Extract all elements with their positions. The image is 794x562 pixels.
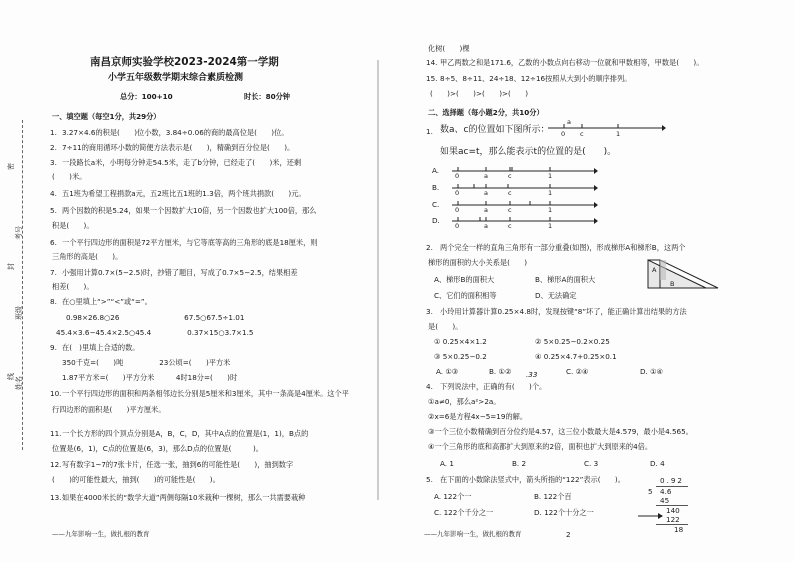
label-zero: 0 [455,222,460,230]
question-text: 甲乙两数之和是171.6，乙数的小数点向右移动一位就和甲数相等，甲数是( )。 [440,58,704,67]
choice-option: D. 4 [650,459,665,468]
question-text: 两个完全一样的直角三角形有一部分重叠(如图)，形成梯形A和梯形B，这两个 [440,243,686,252]
choice-option: B、梯形A的面积大 [535,275,596,284]
question-number: 6. [50,238,57,247]
trapezoid-b-label: B [670,280,675,288]
compare-row: 45.4×3.6−45.4×2.5○45.4 0.37×15○3.7×1.5 [56,328,254,337]
label-a: a [484,189,488,197]
name-label: 姓名 [15,376,23,390]
exam-duration: 时长：80分钟 [244,92,290,101]
label-c: c [508,206,512,214]
question-text: 数a、c的位置如下图所示： [440,125,550,135]
question-number: 4. [426,382,433,391]
choice-option: A. ①③ [436,367,459,376]
option-label: B. [432,183,440,192]
exam-subtitle: 小学五年级数学期末综合素质检测 [108,73,244,83]
option-label: D. [432,216,440,225]
question-text: 如果ac=t，那么能表示t的位置的是( )。 [440,147,617,157]
question-number: 5. [426,475,433,484]
conversion-row: 350千克=( )吨 23公顷=( )平方米 [62,358,231,367]
statement: ④一个三角形的底和高都扩大到原来的2倍，面积也扩大到原来的4倍。 [428,442,653,451]
binding-strip [0,0,44,562]
question-text: 梯形的面积的大小关系是( ) [428,258,528,267]
question-number: 2. [426,243,433,252]
question-text: 8÷5、8÷11、24÷18、12÷16按照从大到小的顺序排列。 [440,74,632,83]
question-text: 两个因数的积是5.24，如果一个因数扩大10倍，另一个因数也扩大100倍，那么 [62,206,317,215]
label-zero: 0 [455,172,460,180]
label-one: 1 [548,222,553,230]
question-text: 三角形的高是( )。 [52,252,123,261]
choice-option: B. ①② [489,367,512,376]
question-text: 积是( )。 [52,221,94,230]
question-text: ( )的可能性最大，抽到( )的可能性是( )。 [52,475,220,484]
seal-mark: 密 [7,163,15,170]
section-heading: 二、选择题（每小题2分，共10分） [428,108,544,117]
label-a: a [567,118,571,126]
label-one: 1 [548,206,553,214]
label-c: c [580,130,584,138]
question-number: 3. [426,307,433,316]
division-step: 122 [666,515,680,524]
choice-option: C. ②④ [566,367,589,376]
question-text: 下列说法中，正确的有( )个。 [440,382,547,391]
choice-option: C. 122个千分之一 [434,508,494,517]
question-text: 一段路长a米，小明每分钟走54.5米，走了b分钟，已经走了( )米，还剩 [62,158,302,167]
division-quotient: 0.92 [660,476,685,485]
page-number: 2 [566,530,571,539]
overlap-triangles-figure [646,256,722,292]
expression-option: ④ 0.25×4.7+0.25×0.1 [535,352,617,361]
choice-option: B. 122个百 [534,492,572,501]
choice-option: D. ①④ [640,367,663,376]
question-text: 在下面的小数除法竖式中，箭头所指的“122”表示( )。 [440,475,625,484]
total-score: 总分：100+10 [120,92,173,101]
question-text: 一个长方形的四个顶点分别是A，B，C，D，其中A点的位置是(1，1)，B点的 [62,429,309,438]
question-text: 如果在4000米长的“数学大道”两侧每隔10米栽种一棵树，那么一共需要栽种 [62,493,306,502]
question-number: 9. [50,343,57,352]
footer-slogan: ——九年影响一生，做扎根的教育 [424,530,522,538]
question-text: 小玲用计算器计算0.25×4.8时，发现按键“8”坏了，能正确计算出结果的方法 [440,307,687,316]
choice-option: D. 122个十分之一 [534,508,594,517]
option-number-lines [450,163,600,233]
choice-option: A、梯形B的面积大 [434,275,495,284]
expression-option: ② 5×0.25−0.2×0.25 [535,337,610,346]
question-text: 7÷11的商用循环小数的简便方法表示是( )，精确到百分位是( )。 [62,143,295,152]
class-label: 班级 [15,306,23,320]
choice-option: D、无法确定 [535,291,577,300]
label-a: a [484,172,488,180]
statement: ①a≠0，那么a²>2a。 [428,397,501,406]
trapezoid-a-label: A [652,266,657,274]
exam-title: 南昌京师实验学校2023-2024第一学期 [90,56,279,68]
question-number: 5. [50,206,57,215]
division-remainder: 18 [674,525,684,534]
division-divisor: 5 [648,487,653,496]
division-step: 45 [660,496,670,505]
question-text: 行四边形的面积是( )平方厘米。 [52,405,166,414]
label-a: a [484,222,488,230]
choice-option: C、它们的面积相等 [434,291,497,300]
label-c: c [508,189,512,197]
question-number: 2. [50,143,57,152]
choice-option: A. 122个一 [434,492,472,501]
question-number: 10. [50,389,62,398]
label-zero: 0 [455,206,460,214]
question-text: 一个平行四边形的面积和两条相邻边长分别是5厘米和3厘米，其中一条高是4厘米。这个平 [62,389,349,398]
statement: ②x=6是方程4x−5=19的解。 [428,412,528,421]
question-text: ( )米。 [52,172,87,181]
question-number: 11. [50,429,62,438]
question-text: 位置是(6，1)，C点的位置是(6，3)，那么D点的位置是( )。 [52,444,263,453]
question-text: 相差( )。 [52,282,94,291]
option-label: A. [432,166,440,175]
question-text: 化树( )棵 [428,44,470,53]
arrow-icon [636,510,664,522]
choice-option: C. 3 [584,459,599,468]
seal-line [22,120,24,450]
exam-no-label: 考号 [15,226,23,240]
choice-option: A. 1 [440,459,454,468]
question-text: 小强用计算0.7×(5−2.5)时，抄错了题目，写成了0.7×5−2.5，结果相差 [62,268,298,277]
label-c: c [508,222,512,230]
conversion-row: 1.87平方米=( )平方分米 4时18分=( )时 [62,373,238,382]
option-label: C. [432,200,440,209]
compare-row: 0.98×26.8○26 67.5○67.5÷1.01 [66,313,245,322]
question-text: 五1班为希望工程捐款a元，五2班比五1班的1.3倍，两个班共捐款( )元。 [62,189,306,198]
label-one: 1 [616,130,621,138]
order-blanks: ( )>( )>( )>( ) [430,89,529,98]
expression-option: ① 0.25×4×1.2 [434,337,487,346]
question-number: 4. [50,189,57,198]
question-number: 14. [426,58,438,67]
handwritten-mark: .33 [526,370,538,379]
expression-option: ③ 5×0.25−0.2 [434,352,487,361]
question-text: 是( )。 [428,322,463,331]
question-number: 7. [50,268,57,277]
footer-slogan: ——九年影响一生，做扎根的教育 [52,530,150,538]
division-step: 140 [666,506,680,515]
question-number: 15. [426,74,438,83]
question-text: 3.27×4.6的积是( )位小数，3.84÷0.06的商的最高位是( )位。 [62,128,289,137]
question-number: 13. [50,493,62,502]
statement: ③一个三位小数精确到百分位约是4.57，这三位小数最大是4.579，最小是4.565。 [428,427,693,436]
label-zero: 0 [561,130,566,138]
division-rule [656,524,688,525]
question-number: 8. [50,297,57,306]
question-number: 12. [50,460,62,469]
question-number: 3. [50,158,57,167]
question-text: 写有数字1~7的7张卡片，任选一张，抽到6的可能性是( )，抽到数字 [62,460,294,469]
question-text: 一个平行四边形的面积是72平方厘米，与它等底等高的三角形的底是18厘米，则 [62,238,318,247]
label-one: 1 [548,189,553,197]
label-zero: 0 [455,189,460,197]
column-divider [377,60,379,500]
choice-option: B. 2 [512,459,527,468]
section-heading: 一、填空题（每空1分，共29分） [52,112,161,121]
seal-mark: 线 [7,373,15,380]
division-dividend: 4.6 [660,487,672,496]
label-a: a [484,206,488,214]
seal-mark: 封 [7,263,15,270]
label-one: 1 [548,172,553,180]
question-text: 在○里填上“>”“<”或“=”。 [62,297,152,306]
question-number: 1. [426,127,433,136]
label-c: c [508,172,512,180]
question-text: 在( )里填上合适的数。 [62,343,140,352]
question-number: 1. [50,128,57,137]
